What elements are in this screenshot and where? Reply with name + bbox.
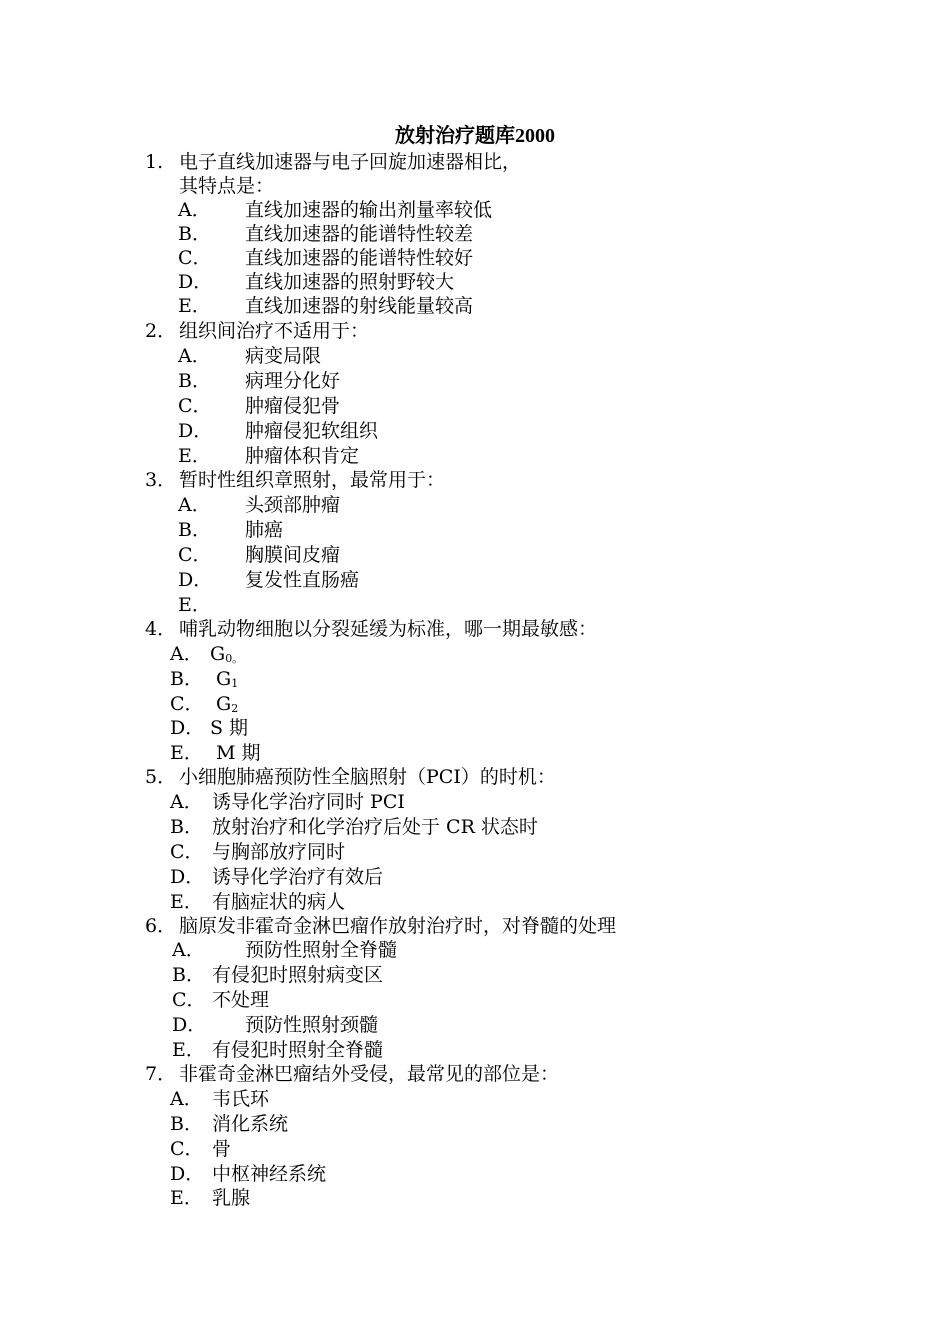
question-number: 7． — [145, 1063, 177, 1085]
question-1-stem — [145, 150, 521, 174]
question-6-option-e: E． 有侵犯时照射全脊髓 — [172, 1039, 384, 1061]
question-text: 电子直线加速器与电子回旋加速器相比， — [179, 151, 522, 173]
question-4-option-b: B． $G_1$ — [170, 668, 239, 690]
question-text: 哺乳动物细胞以分裂延缓为标准，哪一期最敏感： — [179, 618, 598, 640]
question-3-stem — [145, 468, 445, 492]
question-4-stem — [145, 617, 597, 641]
question-3-option-b: B． 肺癌 — [178, 519, 284, 541]
question-6-option-a: A． 预防性照射全脊髓 — [172, 939, 398, 961]
question-6-option-b: B． 有侵犯时照射病变区 — [172, 964, 384, 986]
question-number: 3． — [145, 469, 177, 491]
question-number: 2． — [145, 320, 177, 342]
question-text: 组织间治疗不适用于： — [179, 320, 370, 342]
question-4-option-d: D． S 期 — [170, 717, 249, 739]
question-3-option-e: E． — [178, 594, 211, 616]
question-4-option-e: E． M 期 — [170, 742, 261, 764]
question-7-option-c: C． 骨 — [170, 1138, 232, 1160]
question-3-option-a: A． 头颈部肿瘤 — [178, 494, 341, 516]
question-6-option-d: D． 预防性照射颈髓 — [172, 1014, 379, 1036]
question-5-stem — [145, 765, 556, 789]
question-4-option-a: A． $G_{0。}$ — [170, 643, 244, 665]
question-number: 4． — [145, 618, 177, 640]
question-2-option-a: A． 病变局限 — [178, 345, 322, 367]
question-5-option-e: E． 有脑症状的病人 — [170, 891, 346, 913]
question-5-option-d: D． 诱导化学治疗有效后 — [170, 866, 384, 888]
question-number: 5． — [145, 766, 177, 788]
question-1-option-a: A． 直线加速器的输出剂量率较低 — [178, 199, 493, 221]
question-text: 小细胞肺癌预防性全脑照射（PCI）的时机： — [179, 766, 556, 788]
question-7-option-d: D． 中枢神经系统 — [170, 1163, 327, 1185]
question-text: 暂时性组织章照射，最常用于： — [179, 469, 446, 491]
question-2-option-d: D． 肿瘤侵犯软组织 — [178, 420, 379, 442]
question-2-option-b: B． 病理分化好 — [178, 370, 341, 392]
question-3-option-c: C． 胸膜间皮瘤 — [178, 544, 341, 566]
question-7-option-a: A． 韦氏环 — [170, 1088, 270, 1110]
question-1-option-b: B． 直线加速器的能谱特性较差 — [178, 223, 474, 245]
question-3-option-d: D． 复发性直肠癌 — [178, 569, 360, 591]
question-6-stem — [145, 914, 616, 938]
question-1-stem-continued: 其特点是： — [179, 175, 275, 197]
question-text: 非霍奇金淋巴瘤结外受侵，最常见的部位是： — [179, 1063, 560, 1085]
question-7-stem — [145, 1062, 559, 1086]
question-text: 脑原发非霍奇金淋巴瘤作放射治疗时，对脊髓的处理 — [179, 915, 617, 937]
question-6-option-c: C． 不处理 — [172, 989, 270, 1011]
question-5-option-b: B． 放射治疗和化学治疗后处于 CR 状态时 — [170, 816, 538, 838]
question-5-option-a: A． 诱导化学治疗同时 PCI — [170, 791, 405, 813]
document-title: 放射治疗题库2000 — [395, 125, 555, 147]
question-number: 1. — [145, 151, 164, 173]
question-number: 6． — [145, 915, 177, 937]
question-2-stem — [145, 319, 369, 343]
question-5-option-c: C． 与胸部放疗同时 — [170, 841, 346, 863]
question-7-option-e: E． 乳腺 — [170, 1187, 251, 1209]
question-4-option-c: C． $G_2$ — [170, 693, 239, 715]
question-7-option-b: B． 消化系统 — [170, 1113, 289, 1135]
question-1-option-e: E． 直线加速器的射线能量较高 — [178, 295, 474, 317]
question-2-option-e: E． 肿瘤体积肯定 — [178, 445, 360, 467]
question-1-option-c: C． 直线加速器的能谱特性较好 — [178, 247, 474, 269]
question-2-option-c: C． 肿瘤侵犯骨 — [178, 395, 341, 417]
question-1-option-d: D． 直线加速器的照射野较大 — [178, 271, 455, 293]
